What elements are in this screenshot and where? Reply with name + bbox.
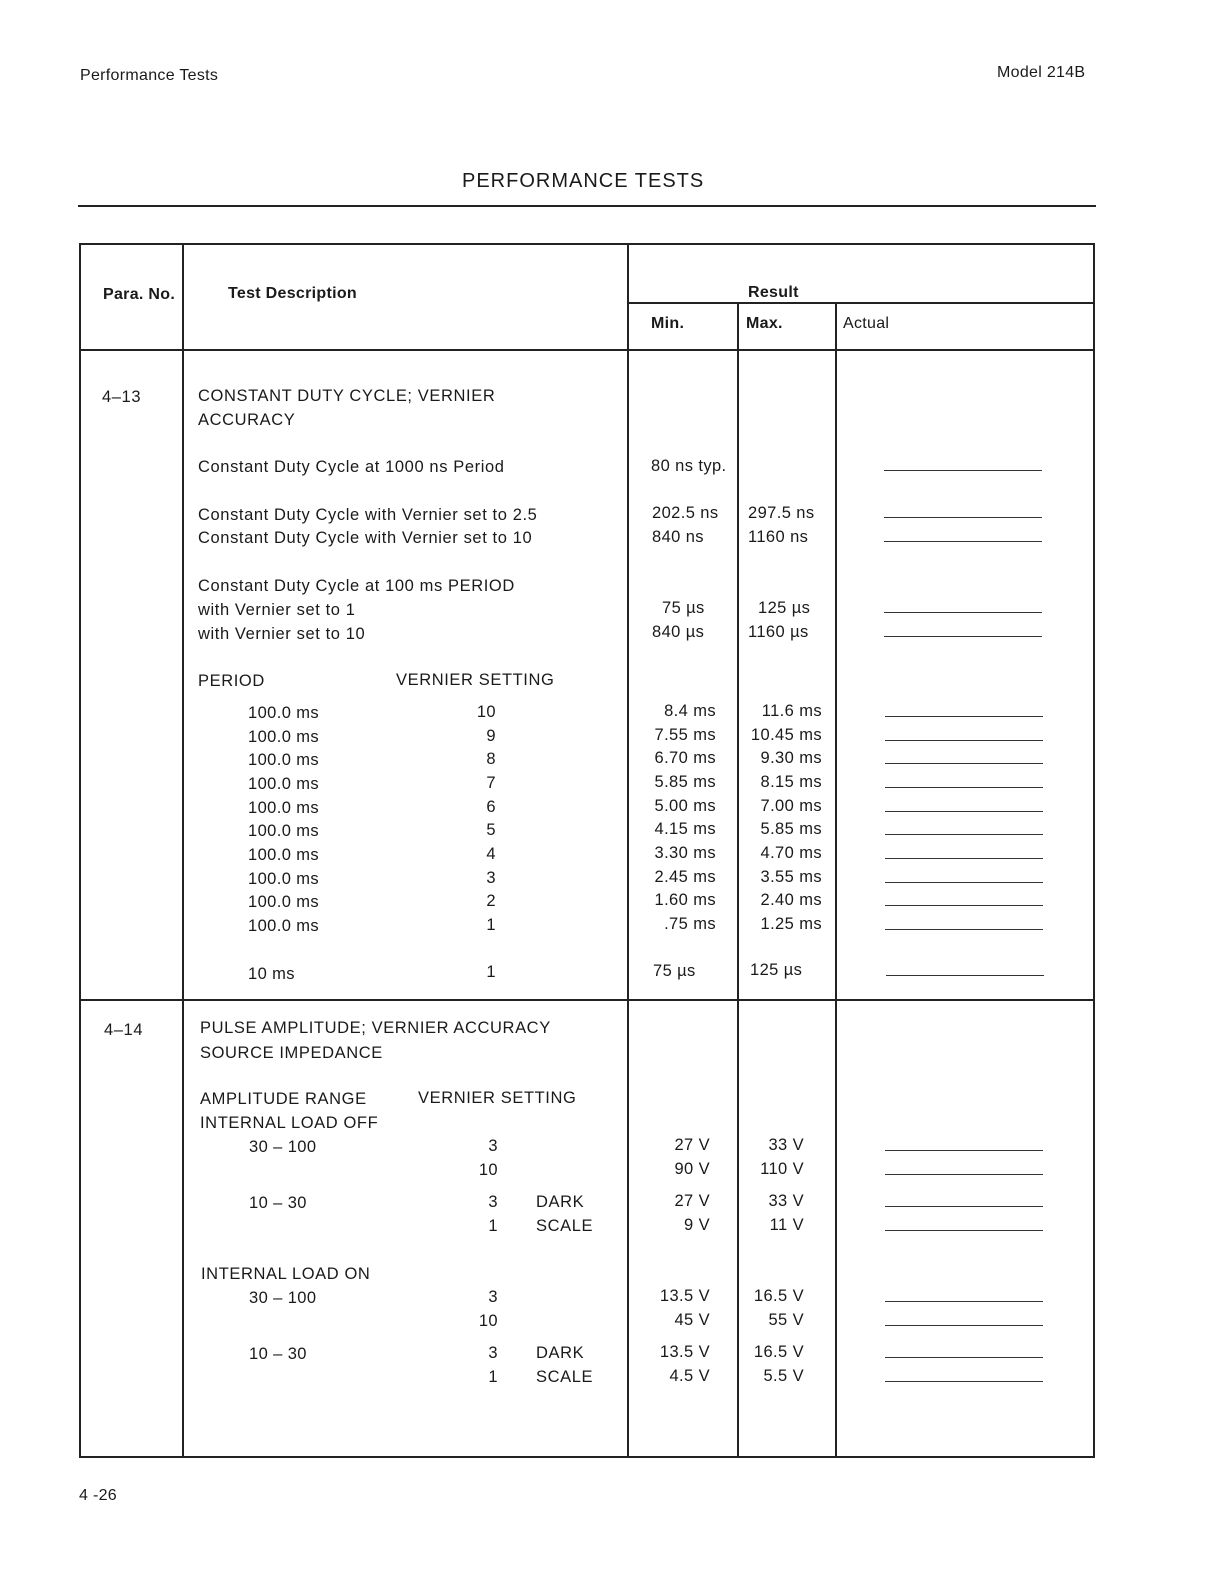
min-value: 840 ns — [652, 528, 704, 546]
max-value: 16.5 V — [753, 1343, 804, 1361]
header-para-no: Para. No. — [103, 286, 176, 303]
header-min: Min. — [651, 315, 685, 332]
test-line-with-vernier-10: with Vernier set to 10 — [198, 625, 366, 643]
min-value: 4.15 ms — [654, 820, 716, 838]
max-value: 1160 ns — [748, 528, 809, 546]
min-value: 3.30 ms — [654, 844, 716, 862]
max-value: 33 V — [768, 1192, 804, 1210]
vernier-value: 2 — [486, 892, 496, 910]
scale-note: DARK — [536, 1344, 585, 1362]
test-line-100ms: Constant Duty Cycle at 100 ms PERIOD — [198, 577, 515, 595]
header-bottom-border — [80, 349, 1094, 351]
table-top-border — [80, 243, 1094, 245]
actual-blank — [885, 905, 1043, 906]
vernier-value: 3 — [486, 869, 496, 887]
min-value: 27 V — [674, 1192, 710, 1210]
vernier-value: 3 — [488, 1137, 498, 1155]
min-value: .75 ms — [664, 915, 716, 933]
min-value: 9 V — [684, 1216, 710, 1234]
actual-blank — [885, 1230, 1043, 1231]
actual-blank — [884, 470, 1042, 471]
scale-note: SCALE — [536, 1217, 594, 1235]
actual-blank — [884, 612, 1042, 613]
actual-blank — [885, 1357, 1043, 1358]
period-value: 100.0 ms — [248, 799, 320, 817]
min-value: 840 µs — [652, 623, 705, 641]
max-value: 5.5 V — [763, 1367, 804, 1385]
actual-blank — [885, 1174, 1043, 1175]
min-value: 4.5 V — [669, 1367, 710, 1385]
vernier-value: 3 — [488, 1344, 498, 1362]
column-label-amplitude-range: AMPLITUDE RANGE — [200, 1090, 367, 1108]
vernier-value: 1 — [488, 1217, 498, 1235]
col-border-left — [79, 243, 81, 1457]
title-rule — [78, 205, 1096, 207]
vernier-value: 7 — [486, 774, 496, 792]
min-value: 13.5 V — [659, 1343, 710, 1361]
column-label-period: PERIOD — [198, 672, 265, 690]
period-value: 100.0 ms — [248, 870, 320, 888]
min-value: 6.70 ms — [654, 749, 716, 767]
test-line-1000ns: Constant Duty Cycle at 1000 ns Period — [198, 458, 505, 476]
max-value: 125 µs — [750, 961, 803, 979]
test-line-with-vernier-1: with Vernier set to 1 — [198, 601, 356, 619]
para-4-14: 4–14 — [104, 1021, 144, 1039]
min-value: 1.60 ms — [654, 891, 716, 909]
max-value: 55 V — [768, 1311, 804, 1329]
min-value: 8.4 ms — [664, 702, 716, 720]
actual-blank — [884, 541, 1042, 542]
vernier-value: 1 — [486, 963, 496, 981]
actual-blank — [885, 740, 1043, 741]
vernier-value: 1 — [486, 916, 496, 934]
header-max: Max. — [746, 315, 783, 332]
column-label-vernier-setting: VERNIER SETTING — [396, 671, 555, 689]
test-line-vernier-2-5: Constant Duty Cycle with Vernier set to 2.5 — [198, 506, 538, 524]
period-value: 100.0 ms — [248, 728, 320, 746]
actual-blank — [884, 517, 1042, 518]
max-value: 9.30 ms — [760, 749, 822, 767]
max-value: 8.15 ms — [760, 773, 822, 791]
actual-blank — [885, 1381, 1043, 1382]
vernier-value: 5 — [486, 821, 496, 839]
min-value: 27 V — [674, 1136, 710, 1154]
header-result: Result — [748, 284, 799, 301]
vernier-value: 3 — [488, 1288, 498, 1306]
actual-blank — [885, 1150, 1043, 1151]
vernier-value: 1 — [488, 1368, 498, 1386]
min-value: 45 V — [674, 1311, 710, 1329]
test-line-vernier-10: Constant Duty Cycle with Vernier set to 10 — [198, 529, 533, 547]
period-value: 10 ms — [248, 965, 295, 983]
amplitude-range: 10 – 30 — [249, 1345, 307, 1363]
amplitude-range: 10 – 30 — [249, 1194, 307, 1212]
actual-blank — [884, 636, 1042, 637]
max-value: 11 V — [769, 1216, 804, 1234]
actual-blank — [885, 763, 1043, 764]
min-value: 13.5 V — [659, 1287, 710, 1305]
max-value: 125 µs — [758, 599, 811, 617]
section-4-14-title: PULSE AMPLITUDE; VERNIER ACCURACY — [200, 1019, 551, 1037]
actual-blank — [885, 834, 1043, 835]
column-label-vernier-setting: VERNIER SETTING — [418, 1089, 577, 1107]
col-border-para — [182, 243, 184, 1457]
header-test-description: Test Description — [228, 285, 357, 302]
max-value: 7.00 ms — [760, 797, 822, 815]
internal-load-on-label: INTERNAL LOAD ON — [201, 1265, 371, 1283]
max-value: 11.6 ms — [761, 702, 822, 720]
header-right: Model 214B — [997, 64, 1086, 81]
actual-blank — [885, 1206, 1043, 1207]
min-value: 2.45 ms — [654, 868, 716, 886]
min-value: 5.85 ms — [654, 773, 716, 791]
section-4-13-title: CONSTANT DUTY CYCLE; VERNIER — [198, 387, 496, 405]
period-value: 100.0 ms — [248, 917, 320, 935]
table-bottom-border — [79, 1456, 1095, 1458]
min-value: 7.55 ms — [654, 726, 716, 744]
period-value: 100.0 ms — [248, 846, 320, 864]
min-value: 202.5 ns — [652, 504, 719, 522]
max-value: 5.85 ms — [760, 820, 822, 838]
result-divider — [628, 302, 1094, 304]
section-4-14-title-cont: SOURCE IMPEDANCE — [200, 1044, 383, 1062]
vernier-value: 3 — [488, 1193, 498, 1211]
scale-note: DARK — [536, 1193, 585, 1211]
page-number: 4 -26 — [79, 1487, 117, 1504]
max-value: 2.40 ms — [760, 891, 822, 909]
actual-blank — [885, 882, 1043, 883]
header-actual: Actual — [843, 315, 890, 332]
vernier-value: 8 — [486, 750, 496, 768]
max-value: 4.70 ms — [760, 844, 822, 862]
max-value: 3.55 ms — [760, 868, 822, 886]
vernier-value: 10 — [476, 703, 496, 721]
amplitude-range: 30 – 100 — [249, 1289, 317, 1307]
min-value: 5.00 ms — [654, 797, 716, 815]
vernier-value: 10 — [478, 1161, 498, 1179]
page-title: PERFORMANCE TESTS — [462, 170, 705, 192]
section-4-13-title-cont: ACCURACY — [198, 411, 296, 429]
min-value: 75 µs — [653, 962, 696, 980]
max-value: 1160 µs — [748, 623, 809, 641]
actual-blank — [885, 929, 1043, 930]
min-value: 75 µs — [662, 599, 705, 617]
scale-note: SCALE — [536, 1368, 594, 1386]
max-value: 110 V — [760, 1160, 804, 1178]
amplitude-range: 30 – 100 — [249, 1138, 317, 1156]
actual-blank — [885, 858, 1043, 859]
period-value: 100.0 ms — [248, 751, 320, 769]
vernier-value: 10 — [478, 1312, 498, 1330]
vernier-value: 6 — [486, 798, 496, 816]
min-value: 90 V — [674, 1160, 710, 1178]
min-value: 80 ns typ. — [651, 457, 727, 475]
vernier-value: 4 — [486, 845, 496, 863]
actual-blank — [886, 975, 1044, 976]
actual-blank — [885, 787, 1043, 788]
col-border-max — [835, 302, 837, 1457]
actual-blank — [885, 811, 1043, 812]
col-border-right — [1093, 243, 1095, 1457]
max-value: 1.25 ms — [760, 915, 822, 933]
col-border-desc — [627, 243, 629, 1457]
period-value: 100.0 ms — [248, 822, 320, 840]
header-left: Performance Tests — [80, 67, 219, 84]
section-divider — [80, 999, 1094, 1001]
max-value: 33 V — [768, 1136, 804, 1154]
max-value: 16.5 V — [753, 1287, 804, 1305]
vernier-value: 9 — [486, 727, 496, 745]
actual-blank — [885, 716, 1043, 717]
actual-blank — [885, 1301, 1043, 1302]
para-4-13: 4–13 — [102, 388, 142, 406]
period-value: 100.0 ms — [248, 704, 320, 722]
max-value: 10.45 ms — [750, 726, 822, 744]
internal-load-off-label: INTERNAL LOAD OFF — [200, 1114, 379, 1132]
period-value: 100.0 ms — [248, 775, 320, 793]
actual-blank — [885, 1325, 1043, 1326]
max-value: 297.5 ns — [748, 504, 815, 522]
period-value: 100.0 ms — [248, 893, 320, 911]
